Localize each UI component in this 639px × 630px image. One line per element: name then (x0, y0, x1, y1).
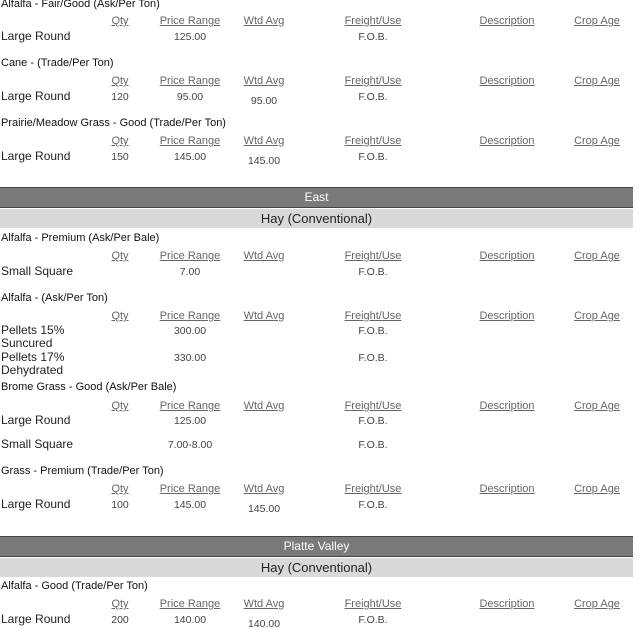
row-label-line1: Large Round (1, 497, 71, 511)
row-label-line1: Large Round (1, 89, 71, 103)
wtd-avg-value: 145.00 (247, 503, 281, 515)
price-range-value: 7.00 (179, 266, 201, 278)
col-qty-header: Qty (111, 250, 129, 262)
col-description-header: Description (479, 310, 535, 322)
qty-value: 150 (111, 151, 129, 163)
col-price-range-header: Price Range (159, 75, 221, 87)
col-wtd-avg-header: Wtd Avg (243, 598, 285, 610)
col-crop-age-header: Crop Age (574, 598, 620, 610)
col-crop-age-header: Crop Age (574, 75, 620, 87)
col-price-range-header: Price Range (159, 15, 221, 27)
col-price-range-header: Price Range (159, 310, 221, 322)
col-crop-age-header: Crop Age (574, 15, 620, 27)
col-price-range-header: Price Range (159, 400, 221, 412)
col-freight-use-header: Freight/Use (344, 310, 402, 322)
col-freight-use-header: Freight/Use (344, 483, 402, 495)
row-label (1, 498, 70, 511)
row-label (1, 324, 64, 350)
freight-use-value: F.O.B. (358, 151, 388, 163)
price-range-value: 145.00 (173, 499, 207, 511)
row-label-line2: Dehydrated (1, 363, 64, 377)
col-description-header: Description (479, 400, 535, 412)
row-label-line1: Pellets 15% (1, 323, 65, 337)
col-wtd-avg-header: Wtd Avg (243, 75, 285, 87)
freight-use-value: F.O.B. (358, 614, 388, 626)
qty-value: 200 (111, 614, 129, 626)
col-wtd-avg-header: Wtd Avg (243, 250, 285, 262)
row-label-line1: Pellets 17% (1, 350, 65, 364)
row-label (1, 150, 70, 163)
col-wtd-avg-header: Wtd Avg (243, 310, 285, 322)
col-description-header: Description (479, 483, 535, 495)
col-price-range-header: Price Range (159, 483, 221, 495)
row-label-line1: Small Square (1, 264, 74, 278)
price-range-value: 330.00 (173, 352, 207, 364)
col-description-header: Description (479, 598, 535, 610)
col-description-header: Description (479, 135, 535, 147)
row-label (1, 613, 70, 626)
col-freight-use-header: Freight/Use (344, 250, 402, 262)
col-price-range-header: Price Range (159, 598, 221, 610)
freight-use-value: F.O.B. (358, 352, 388, 364)
col-qty-header: Qty (111, 310, 129, 322)
col-price-range-header: Price Range (159, 135, 221, 147)
freight-use-value: F.O.B. (358, 415, 388, 427)
category-header: Hay (Conventional) (0, 558, 633, 577)
section-title: Brome Grass - Good (Ask/Per Bale) (1, 381, 177, 393)
section-title: Alfalfa - (Ask/Per Ton) (1, 292, 108, 304)
col-description-header: Description (479, 250, 535, 262)
col-freight-use-header: Freight/Use (344, 75, 402, 87)
col-description-header: Description (479, 75, 535, 87)
col-qty-header: Qty (111, 598, 129, 610)
row-label-line1: Large Round (1, 29, 71, 43)
col-price-range-header: Price Range (159, 250, 221, 262)
freight-use-value: F.O.B. (358, 499, 388, 511)
row-label-line1: Large Round (1, 413, 71, 427)
section-title: Prairie/Meadow Grass - Good (Trade/Per Ton) (1, 117, 226, 129)
row-label (1, 414, 70, 427)
freight-use-value: F.O.B. (358, 31, 388, 43)
freight-use-value: F.O.B. (358, 439, 388, 451)
col-qty-header: Qty (111, 400, 129, 412)
qty-value: 100 (111, 499, 129, 511)
region-header: Platte Valley (0, 536, 633, 557)
col-wtd-avg-header: Wtd Avg (243, 15, 285, 27)
row-label-line1: Large Round (1, 149, 71, 163)
price-range-value: 125.00 (173, 31, 207, 43)
row-label (1, 90, 70, 103)
col-crop-age-header: Crop Age (574, 400, 620, 412)
region-header: East (0, 187, 633, 208)
freight-use-value: F.O.B. (358, 91, 388, 103)
row-label-line2: Suncured (1, 336, 53, 350)
wtd-avg-value: 145.00 (247, 155, 281, 167)
row-label (1, 30, 70, 43)
col-crop-age-header: Crop Age (574, 310, 620, 322)
section-title: Grass - Premium (Trade/Per Ton) (1, 465, 164, 477)
col-qty-header: Qty (111, 135, 129, 147)
col-freight-use-header: Freight/Use (344, 15, 402, 27)
col-description-header: Description (479, 15, 535, 27)
price-range-value: 125.00 (173, 415, 207, 427)
col-wtd-avg-header: Wtd Avg (243, 135, 285, 147)
row-label-line1: Small Square (1, 437, 74, 451)
price-range-value: 300.00 (173, 325, 207, 337)
col-qty-header: Qty (111, 15, 129, 27)
row-label (1, 438, 73, 451)
col-crop-age-header: Crop Age (574, 135, 620, 147)
col-wtd-avg-header: Wtd Avg (243, 483, 285, 495)
row-label-line1: Large Round (1, 612, 71, 626)
qty-value: 120 (111, 91, 129, 103)
price-range-value: 95.00 (176, 91, 204, 103)
col-qty-header: Qty (111, 75, 129, 87)
wtd-avg-value: 95.00 (250, 95, 278, 107)
price-range-value: 145.00 (173, 151, 207, 163)
col-wtd-avg-header: Wtd Avg (243, 400, 285, 412)
row-label (1, 351, 64, 377)
price-range-value: 140.00 (173, 614, 207, 626)
freight-use-value: F.O.B. (358, 266, 388, 278)
row-label (1, 265, 73, 278)
col-crop-age-header: Crop Age (574, 250, 620, 262)
col-freight-use-header: Freight/Use (344, 598, 402, 610)
freight-use-value: F.O.B. (358, 325, 388, 337)
col-qty-header: Qty (111, 483, 129, 495)
category-header: Hay (Conventional) (0, 209, 633, 228)
price-range-value: 7.00-8.00 (167, 439, 213, 451)
col-freight-use-header: Freight/Use (344, 135, 402, 147)
wtd-avg-value: 140.00 (247, 618, 281, 630)
col-freight-use-header: Freight/Use (344, 400, 402, 412)
col-crop-age-header: Crop Age (574, 483, 620, 495)
section-title: Cane - (Trade/Per Ton) (1, 57, 114, 69)
section-title: Alfalfa - Fair/Good (Ask/Per Ton) (1, 0, 160, 10)
section-title: Alfalfa - Premium (Ask/Per Bale) (1, 232, 160, 244)
section-title: Alfalfa - Good (Trade/Per Ton) (1, 580, 148, 592)
